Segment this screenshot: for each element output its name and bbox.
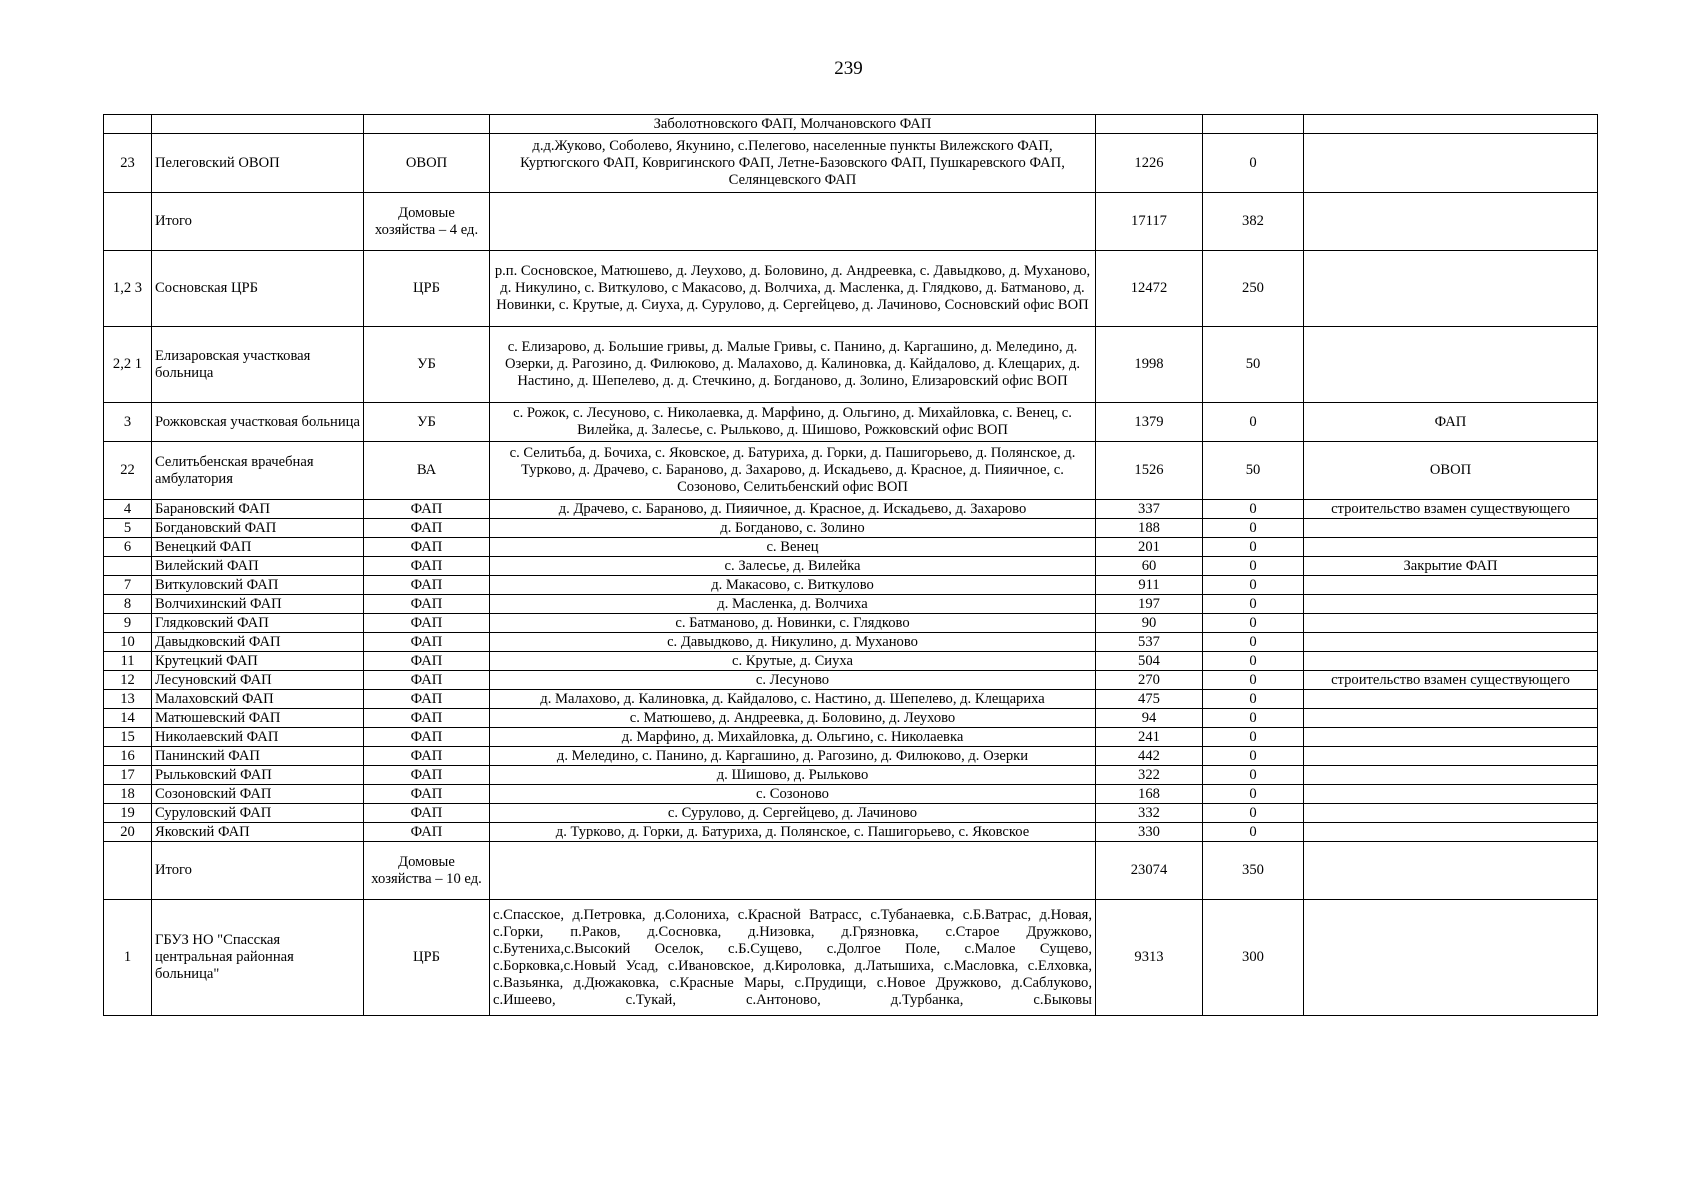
- facility-type: ФАП: [364, 804, 490, 823]
- population-count: 241: [1096, 728, 1203, 747]
- population-count: [1096, 115, 1203, 134]
- population-count: 168: [1096, 785, 1203, 804]
- note: [1304, 633, 1598, 652]
- bed-count: 0: [1203, 576, 1304, 595]
- table-row: [104, 327, 1598, 403]
- service-area: д. Макасово, с. Виткулово: [490, 576, 1096, 595]
- note: [1304, 134, 1598, 193]
- facility-name: Барановский ФАП: [152, 500, 364, 519]
- table-row: [104, 519, 1598, 538]
- population-count: 322: [1096, 766, 1203, 785]
- row-number: 18: [104, 785, 152, 804]
- facility-type: ФАП: [364, 500, 490, 519]
- population-count: 23074: [1096, 842, 1203, 900]
- facility-name: Сосновская ЦРБ: [152, 251, 364, 327]
- facility-name: Суруловский ФАП: [152, 804, 364, 823]
- service-area: с. Елизарово, д. Большие гривы, д. Малые Гривы, с. Панино, д. Каргашино, д. Меледино, д. Озерки, д. Рагозино, д. Филюково, д. Малахово, д. Калиновка, д. Кайдалово, д. Клещарих, д. Настино, д. Шепелево, д. д. Стечкино, д. Богданово, д. Золино, Елизаровский офис ВОП: [490, 327, 1096, 403]
- facility-name: Глядковский ФАП: [152, 614, 364, 633]
- bed-count: 0: [1203, 633, 1304, 652]
- facility-type: ФАП: [364, 519, 490, 538]
- bed-count: 0: [1203, 595, 1304, 614]
- population-count: 90: [1096, 614, 1203, 633]
- bed-count: 0: [1203, 747, 1304, 766]
- facilities-table: [103, 114, 1598, 1016]
- bed-count: 0: [1203, 671, 1304, 690]
- service-area: [490, 842, 1096, 900]
- population-count: 330: [1096, 823, 1203, 842]
- facility-type: УБ: [364, 403, 490, 442]
- note: [1304, 823, 1598, 842]
- note: [1304, 728, 1598, 747]
- population-count: 12472: [1096, 251, 1203, 327]
- facility-type: ОВОП: [364, 134, 490, 193]
- bed-count: 0: [1203, 538, 1304, 557]
- table-row: [104, 804, 1598, 823]
- note: [1304, 193, 1598, 251]
- table-row: [104, 403, 1598, 442]
- table-row: [104, 193, 1598, 251]
- facility-type: ФАП: [364, 633, 490, 652]
- bed-count: 0: [1203, 728, 1304, 747]
- service-area: д. Драчево, с. Бараново, д. Пияичное, д. Красное, д. Искадьево, д. Захарово: [490, 500, 1096, 519]
- row-number: 16: [104, 747, 152, 766]
- table-row: [104, 671, 1598, 690]
- bed-count: 0: [1203, 403, 1304, 442]
- population-count: 911: [1096, 576, 1203, 595]
- row-number: 6: [104, 538, 152, 557]
- bed-count: [1203, 115, 1304, 134]
- note: ОВОП: [1304, 442, 1598, 500]
- population-count: 17117: [1096, 193, 1203, 251]
- facility-type: ФАП: [364, 538, 490, 557]
- row-number: 1: [104, 900, 152, 1016]
- facility-type: ФАП: [364, 766, 490, 785]
- service-area: д. Меледино, с. Панино, д. Каргашино, д. Рагозино, д. Филюково, д. Озерки: [490, 747, 1096, 766]
- facility-type: ФАП: [364, 785, 490, 804]
- bed-count: 0: [1203, 785, 1304, 804]
- service-area: д. Марфино, д. Михайловка, д. Ольгино, с. Николаевка: [490, 728, 1096, 747]
- facility-name: Волчихинский ФАП: [152, 595, 364, 614]
- bed-count: 0: [1203, 766, 1304, 785]
- row-number: 8: [104, 595, 152, 614]
- facility-name: Рыльковский ФАП: [152, 766, 364, 785]
- population-count: 442: [1096, 747, 1203, 766]
- facility-name: Панинский ФАП: [152, 747, 364, 766]
- bed-count: 50: [1203, 442, 1304, 500]
- table-row: [104, 500, 1598, 519]
- table-row: [104, 728, 1598, 747]
- note: [1304, 251, 1598, 327]
- page-number: 239: [834, 58, 863, 79]
- note: [1304, 115, 1598, 134]
- facility-name: Рожковская участковая больница: [152, 403, 364, 442]
- note: [1304, 842, 1598, 900]
- population-count: 94: [1096, 709, 1203, 728]
- facility-type: ФАП: [364, 557, 490, 576]
- table-row: [104, 747, 1598, 766]
- service-area: с. Сурулово, д. Сергейцево, д. Лачиново: [490, 804, 1096, 823]
- service-area: с. Венец: [490, 538, 1096, 557]
- service-area: [490, 193, 1096, 251]
- facility-type: ВА: [364, 442, 490, 500]
- note: [1304, 690, 1598, 709]
- facility-name: Малаховский ФАП: [152, 690, 364, 709]
- note: ФАП: [1304, 403, 1598, 442]
- service-area: с. Лесуново: [490, 671, 1096, 690]
- service-area: Заболотновского ФАП, Молчановского ФАП: [490, 115, 1096, 134]
- row-number: 14: [104, 709, 152, 728]
- bed-count: 0: [1203, 823, 1304, 842]
- note: [1304, 614, 1598, 633]
- population-count: 1226: [1096, 134, 1203, 193]
- row-number: 5: [104, 519, 152, 538]
- bed-count: 0: [1203, 804, 1304, 823]
- facility-type: Домовые хозяйства – 4 ед.: [364, 193, 490, 251]
- facility-type: УБ: [364, 327, 490, 403]
- facility-name: Лесуновский ФАП: [152, 671, 364, 690]
- facility-name: [152, 115, 364, 134]
- row-number: 23: [104, 134, 152, 193]
- service-area: с. Рожок, с. Лесуново, с. Николаевка, д. Марфино, д. Ольгино, д. Михайловка, с. Венец, с. Вилейка, д. Залесье, с. Рыльково, д. Шишово, Рожковский офис ВОП: [490, 403, 1096, 442]
- facility-type: ФАП: [364, 747, 490, 766]
- table-row: [104, 633, 1598, 652]
- facility-name: Пелеговский ОВОП: [152, 134, 364, 193]
- note: [1304, 900, 1598, 1016]
- note: [1304, 652, 1598, 671]
- facility-type: ЦРБ: [364, 251, 490, 327]
- row-number: 12: [104, 671, 152, 690]
- service-area: с. Матюшево, д. Андреевка, д. Боловино, д. Леухово: [490, 709, 1096, 728]
- note: строительство взамен существующего: [1304, 671, 1598, 690]
- facility-type: ФАП: [364, 595, 490, 614]
- population-count: 197: [1096, 595, 1203, 614]
- row-number: 19: [104, 804, 152, 823]
- facility-type: ФАП: [364, 652, 490, 671]
- facility-name: Венецкий ФАП: [152, 538, 364, 557]
- facility-type: ФАП: [364, 576, 490, 595]
- bed-count: 50: [1203, 327, 1304, 403]
- note: Закрытие ФАП: [1304, 557, 1598, 576]
- row-number: 9: [104, 614, 152, 633]
- facility-name: Селитьбенская врачебная амбулатория: [152, 442, 364, 500]
- population-count: 504: [1096, 652, 1203, 671]
- service-area: с. Селитьба, д. Бочиха, с. Яковское, д. Батуриха, д. Горки, д. Пашигорьево, д. Полянское, д. Турково, д. Драчево, с. Бараново, д. Захарово, д. Искадьево, д. Красное, д. Пияичное, с. Созоново, Селитьбенский офис ВОП: [490, 442, 1096, 500]
- population-count: 1526: [1096, 442, 1203, 500]
- row-number: [104, 115, 152, 134]
- note: [1304, 595, 1598, 614]
- row-number: 7: [104, 576, 152, 595]
- table-row: [104, 557, 1598, 576]
- row-number: 2,2 1: [104, 327, 152, 403]
- row-number: 20: [104, 823, 152, 842]
- facility-name: ГБУЗ НО "Спасская центральная районная больница": [152, 900, 364, 1016]
- service-area: с. Батманово, д. Новинки, с. Глядково: [490, 614, 1096, 633]
- facility-name: Виткуловский ФАП: [152, 576, 364, 595]
- row-number: 17: [104, 766, 152, 785]
- service-area: д. Шишово, д. Рыльково: [490, 766, 1096, 785]
- note: [1304, 747, 1598, 766]
- bed-count: 0: [1203, 709, 1304, 728]
- population-count: 1379: [1096, 403, 1203, 442]
- note: [1304, 804, 1598, 823]
- service-area: д. Богданово, с. Золино: [490, 519, 1096, 538]
- row-number: [104, 842, 152, 900]
- bed-count: 0: [1203, 134, 1304, 193]
- population-count: 537: [1096, 633, 1203, 652]
- row-number: 4: [104, 500, 152, 519]
- note: [1304, 709, 1598, 728]
- facility-name: Крутецкий ФАП: [152, 652, 364, 671]
- note: [1304, 766, 1598, 785]
- facility-type: ФАП: [364, 728, 490, 747]
- facility-name: Давыдковский ФАП: [152, 633, 364, 652]
- note: [1304, 538, 1598, 557]
- row-number: 15: [104, 728, 152, 747]
- facility-type: ЦРБ: [364, 900, 490, 1016]
- table-row: [104, 842, 1598, 900]
- population-count: 332: [1096, 804, 1203, 823]
- bed-count: 0: [1203, 614, 1304, 633]
- population-count: 475: [1096, 690, 1203, 709]
- table-row: [104, 538, 1598, 557]
- service-area: с. Крутые, д. Сиуха: [490, 652, 1096, 671]
- facility-name: Итого: [152, 842, 364, 900]
- table-row: [104, 823, 1598, 842]
- table-row: [104, 576, 1598, 595]
- facility-type: Домовые хозяйства – 10 ед.: [364, 842, 490, 900]
- table-row: [104, 900, 1598, 1016]
- facility-type: ФАП: [364, 690, 490, 709]
- facility-name: Матюшевский ФАП: [152, 709, 364, 728]
- service-area: д.д.Жуково, Соболево, Якунино, с.Пелегово, населенные пункты Вилежского ФАП, Куртюгского ФАП, Ковригинского ФАП, Летне-Базовского ФАП, Пушкаревского ФАП, Селянцевского ФАП: [490, 134, 1096, 193]
- service-area: д. Масленка, д. Волчиха: [490, 595, 1096, 614]
- population-count: 9313: [1096, 900, 1203, 1016]
- bed-count: 0: [1203, 500, 1304, 519]
- table-row: [104, 134, 1598, 193]
- table-row: [104, 595, 1598, 614]
- row-number: 13: [104, 690, 152, 709]
- facility-name: Елизаровская участковая больница: [152, 327, 364, 403]
- facility-name: Вилейский ФАП: [152, 557, 364, 576]
- service-area: с. Залесье, д. Вилейка: [490, 557, 1096, 576]
- bed-count: 0: [1203, 519, 1304, 538]
- table-row: [104, 614, 1598, 633]
- facility-type: ФАП: [364, 671, 490, 690]
- facility-type: [364, 115, 490, 134]
- facility-name: Итого: [152, 193, 364, 251]
- row-number: 1,2 3: [104, 251, 152, 327]
- population-count: 1998: [1096, 327, 1203, 403]
- row-number: 3: [104, 403, 152, 442]
- table-row: [104, 785, 1598, 804]
- facility-name: Созоновский ФАП: [152, 785, 364, 804]
- service-area: с.Спасское, д.Петровка, д.Солониха, с.Красной Ватрасс, с.Тубанаевка, с.Б.Ватрас, д.Новая, с.Горки, п.Раков, д.Сосновка, д.Низовка, д.Грязновка, с.Старое Дружково, с.Бутениха,с.Высокий Оселок, с.Б.Сущево, с.Долгое Поле, с.Малое Сущево, с.Борковка,с.Новый Усад, с.Ивановское, д.Кироловка, д.Латышиха, с.Масловка, с.Елховка, с.Вазьянка, д.Дюжаковка, с.Красные Мары, с.Прудищи, с.Новое Дружково, д.Саблуково, с.Ишеево, с.Тукай, с.Антоново, д.Турбанка, с.Быковы: [490, 900, 1096, 1016]
- table-row: [104, 709, 1598, 728]
- table-row: [104, 652, 1598, 671]
- service-area: р.п. Сосновское, Матюшево, д. Леухово, д. Боловино, д. Андреевка, с. Давыдково, д. Муханово, д. Никулино, с. Виткулово, с Макасово, д. Волчиха, д. Масленка, д. Глядково, д. Батманово, д. Новинки, с. Крутые, д. Сиуха, д. Сурулово, д. Сергейцево, д. Лачиново, Сосновский офис ВОП: [490, 251, 1096, 327]
- service-area: д. Турково, д. Горки, д. Батуриха, д. Полянское, с. Пашигорьево, с. Яковское: [490, 823, 1096, 842]
- row-number: [104, 193, 152, 251]
- service-area: с. Созоново: [490, 785, 1096, 804]
- table-row: [104, 115, 1598, 134]
- facility-name: Яковский ФАП: [152, 823, 364, 842]
- service-area: д. Малахово, д. Калиновка, д. Кайдалово, с. Настино, д. Шепелево, д. Клещариха: [490, 690, 1096, 709]
- row-number: 22: [104, 442, 152, 500]
- table-row: [104, 442, 1598, 500]
- facility-type: ФАП: [364, 614, 490, 633]
- table-row: [104, 251, 1598, 327]
- bed-count: 0: [1203, 690, 1304, 709]
- bed-count: 0: [1203, 652, 1304, 671]
- population-count: 270: [1096, 671, 1203, 690]
- row-number: 10: [104, 633, 152, 652]
- facility-type: ФАП: [364, 823, 490, 842]
- table-row: [104, 766, 1598, 785]
- note: [1304, 327, 1598, 403]
- facility-name: Николаевский ФАП: [152, 728, 364, 747]
- note: [1304, 576, 1598, 595]
- bed-count: 300: [1203, 900, 1304, 1016]
- note: строительство взамен существующего: [1304, 500, 1598, 519]
- row-number: [104, 557, 152, 576]
- population-count: 60: [1096, 557, 1203, 576]
- facility-type: ФАП: [364, 709, 490, 728]
- population-count: 201: [1096, 538, 1203, 557]
- note: [1304, 785, 1598, 804]
- service-area: с. Давыдково, д. Никулино, д. Муханово: [490, 633, 1096, 652]
- bed-count: 0: [1203, 557, 1304, 576]
- note: [1304, 519, 1598, 538]
- population-count: 188: [1096, 519, 1203, 538]
- bed-count: 350: [1203, 842, 1304, 900]
- population-count: 337: [1096, 500, 1203, 519]
- bed-count: 250: [1203, 251, 1304, 327]
- row-number: 11: [104, 652, 152, 671]
- table-row: [104, 690, 1598, 709]
- bed-count: 382: [1203, 193, 1304, 251]
- facility-name: Богдановский ФАП: [152, 519, 364, 538]
